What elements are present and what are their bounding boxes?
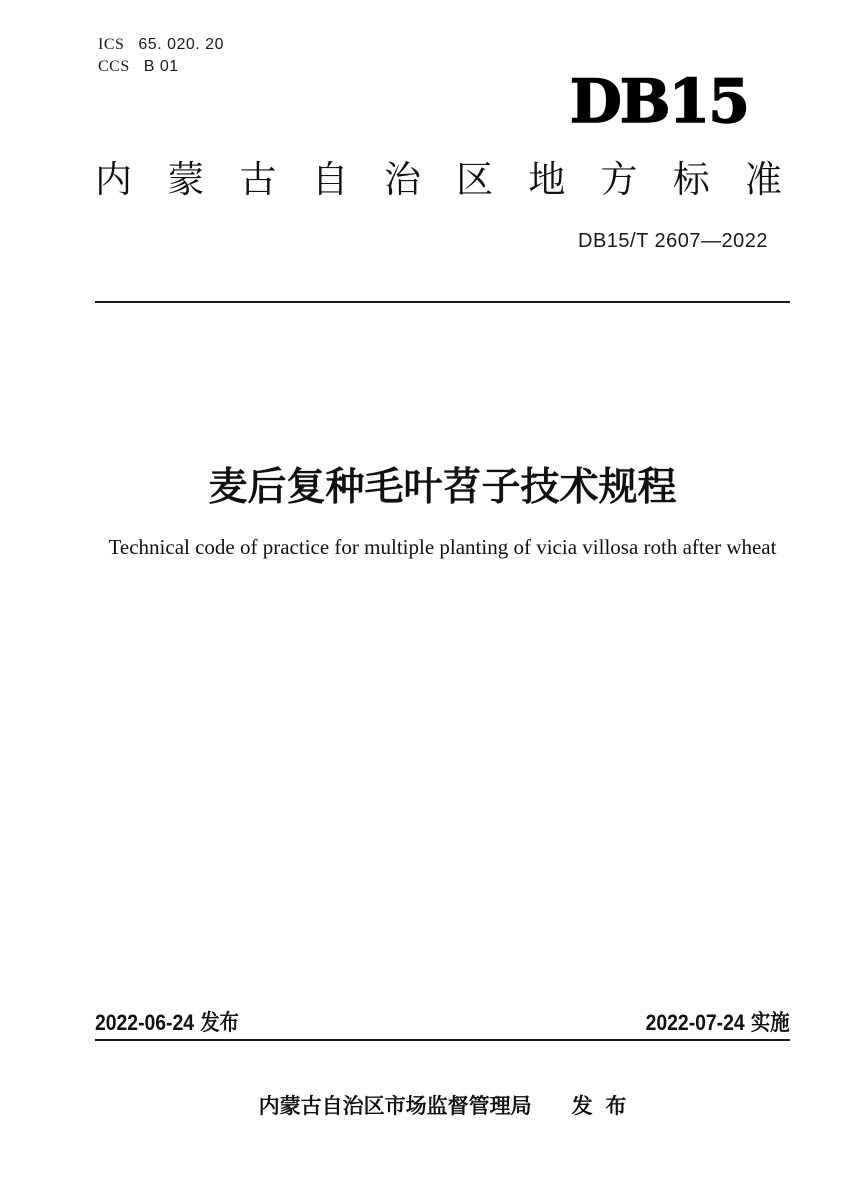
ccs-code: B 01 bbox=[143, 58, 179, 75]
document-subtitle-english: Technical code of practice for multiple planting of vicia villosa roth after wheat bbox=[108, 535, 777, 559]
heading-char: 标 bbox=[672, 159, 710, 200]
publisher-line bbox=[95, 1090, 790, 1120]
footer-divider bbox=[95, 1039, 790, 1041]
heading-char: 古 bbox=[239, 159, 277, 200]
header-divider bbox=[95, 301, 790, 303]
ccs-label: CCS bbox=[98, 58, 130, 75]
implementation-date bbox=[646, 1006, 790, 1037]
publish-action-label: 发 布 bbox=[571, 1095, 627, 1118]
db15-logo: DB15 bbox=[569, 67, 748, 137]
classification-codes bbox=[98, 34, 224, 78]
dates-row bbox=[95, 1006, 790, 1037]
implementation-date-label: 实施 bbox=[751, 1010, 790, 1035]
heading-char: 蒙 bbox=[167, 159, 205, 200]
ics-code: 65. 020. 20 bbox=[138, 36, 224, 53]
issue-date-label: 发布 bbox=[200, 1010, 239, 1035]
ics-line bbox=[98, 34, 224, 56]
heading-char: 准 bbox=[744, 159, 782, 200]
heading-char: 自 bbox=[311, 159, 349, 200]
issue-date-value: 2022-06-24 bbox=[95, 1010, 195, 1035]
heading-char: 地 bbox=[528, 159, 566, 200]
publisher-name: 内蒙古自治区市场监督管理局 bbox=[258, 1095, 532, 1118]
implementation-date-value: 2022-07-24 bbox=[646, 1010, 746, 1035]
heading-char: 治 bbox=[383, 159, 421, 200]
document-title: 麦后复种毛叶苕子技术规程 bbox=[208, 466, 677, 509]
standard-number: DB15/T 2607—2022 bbox=[578, 230, 768, 252]
region-standard-heading bbox=[95, 160, 782, 201]
ics-label: ICS bbox=[98, 36, 125, 53]
heading-char: 方 bbox=[600, 159, 638, 200]
heading-char: 内 bbox=[95, 159, 132, 200]
issue-date bbox=[95, 1006, 239, 1037]
heading-char: 区 bbox=[456, 159, 494, 200]
ccs-line bbox=[98, 56, 224, 78]
